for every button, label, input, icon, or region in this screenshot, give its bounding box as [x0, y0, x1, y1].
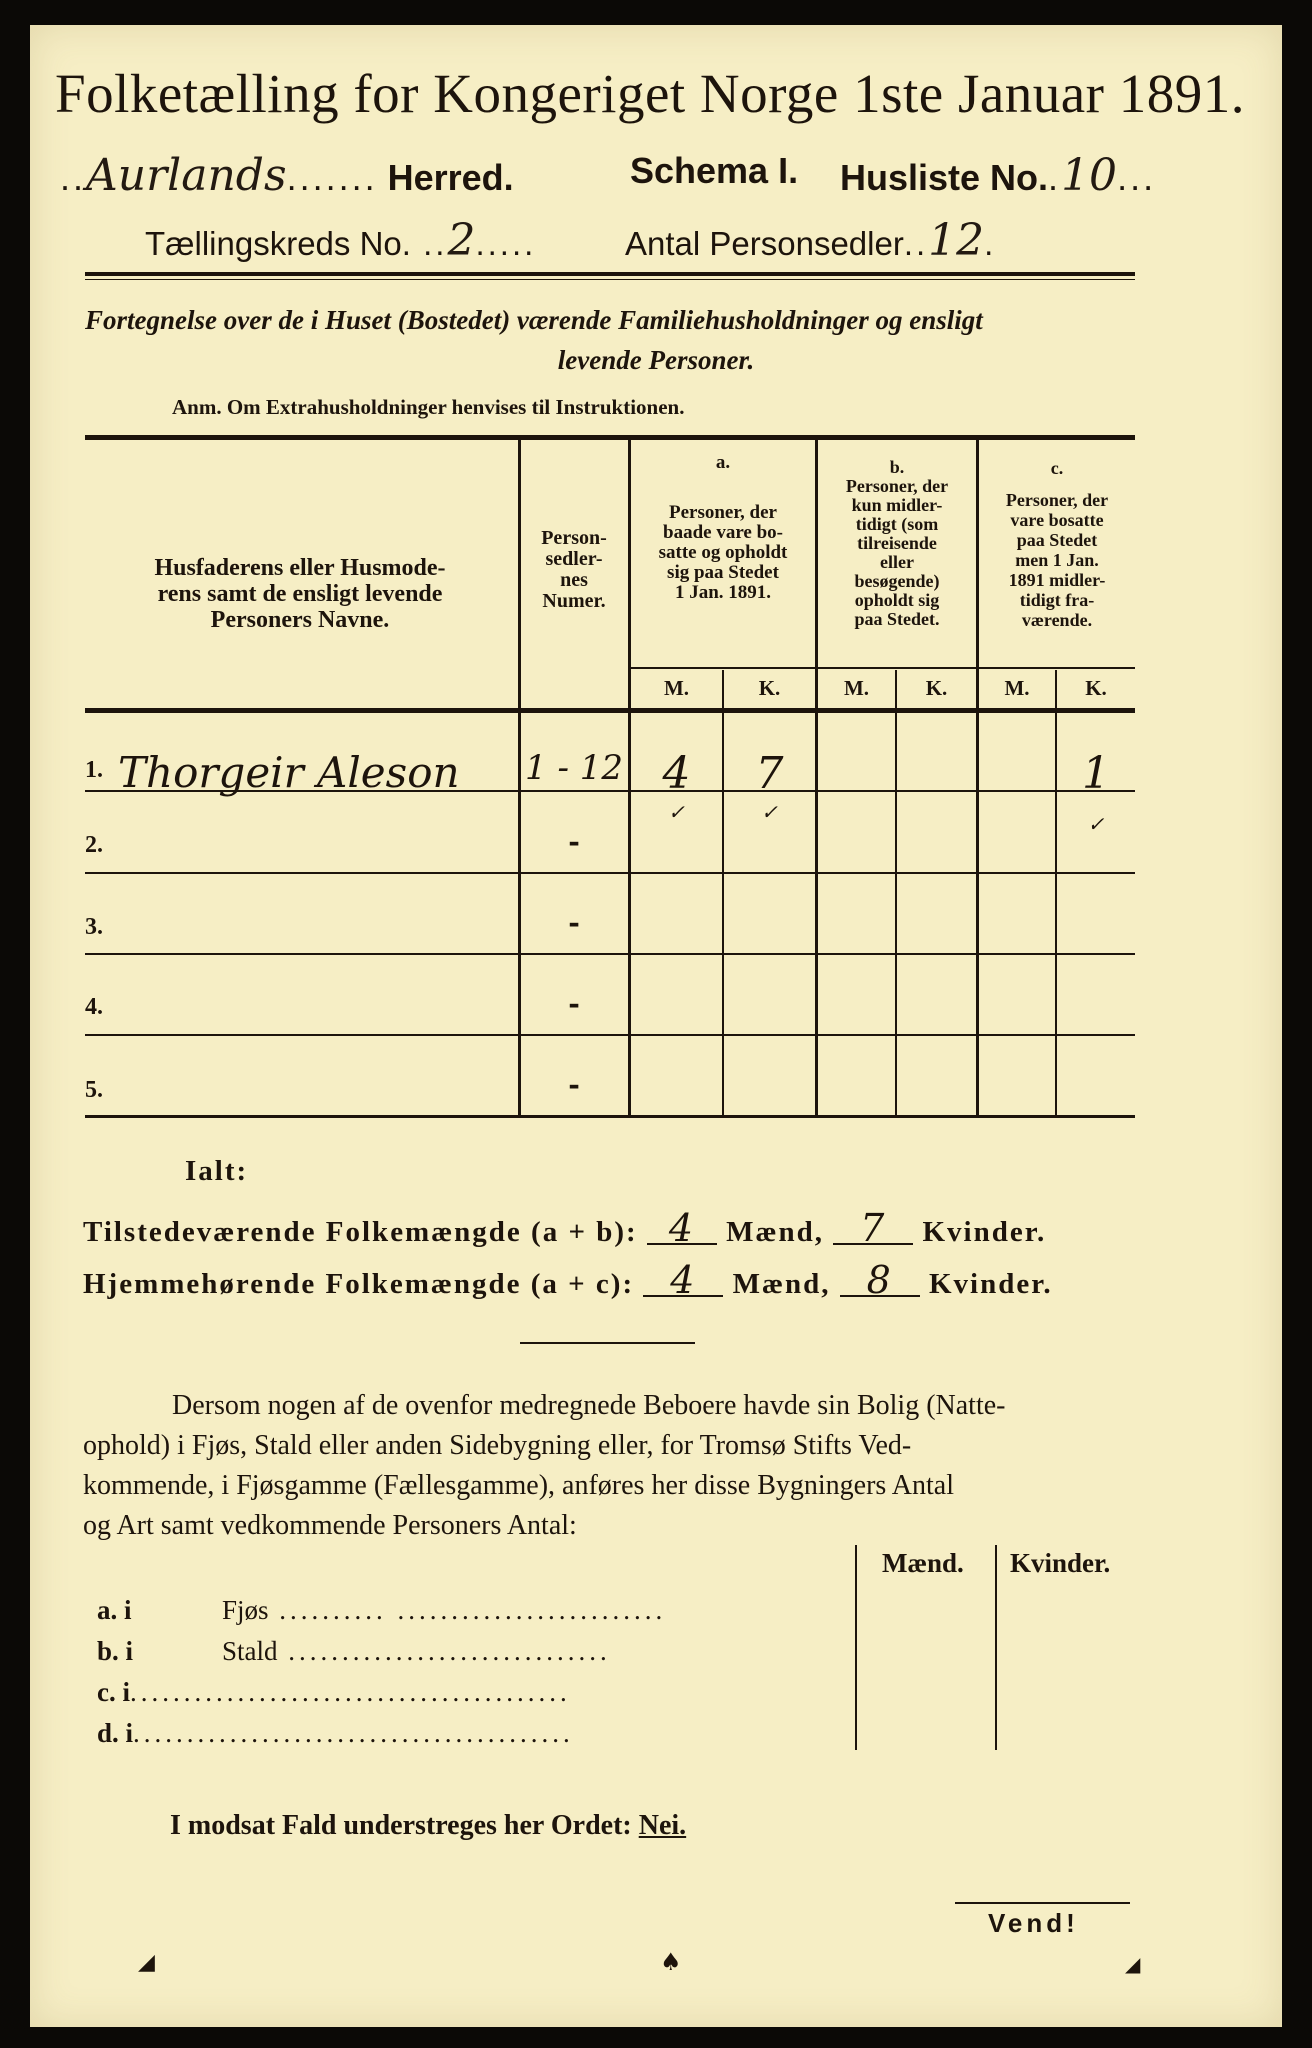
row-3-number: 3. — [85, 914, 103, 940]
paragraph-line-1: Dersom nogen af de ovenfor medregnede Beboere havde sin Bolig (Natte- — [172, 1390, 1006, 1421]
intro-line-2: levende Personer. — [557, 345, 755, 375]
row-5-numer: - — [568, 1068, 580, 1101]
vend-rule — [955, 1902, 1130, 1904]
intro-line-1: Fortegnelse over de i Huset (Bostedet) værende Familiehusholdninger og ensligt — [85, 305, 983, 335]
antal-field: Antal Personsedler..12. — [625, 215, 997, 266]
row-1-name: Thorgeir Aleson — [118, 748, 460, 797]
row-2-number: 2. — [85, 832, 103, 858]
anm-note: Anm. Om Extrahusholdninger henvises til Instruktionen. — [172, 395, 685, 419]
husliste-field: Husliste No..10... — [840, 150, 1157, 201]
total-line-2-k: 8 — [840, 1265, 920, 1297]
total-line-2-m: 4 — [643, 1265, 723, 1297]
col-divider-c-mk — [1055, 670, 1057, 1116]
form-title: Folketælling for Kongeriget Norge 1ste Januar 1891. — [55, 63, 1245, 124]
c-m-label: M. — [1004, 676, 1030, 700]
modsat-label: I modsat Fald understreges her Ordet: — [170, 1810, 632, 1841]
total-line-1-k: 7 — [833, 1213, 913, 1245]
row-3-numer: - — [568, 906, 580, 939]
husliste-label: Husliste No. — [840, 157, 1049, 198]
paragraph-line-2: ophold) i Fjøs, Stald eller anden Sidebygning eller, for Tromsø Stifts Ved- — [83, 1430, 912, 1461]
vend-label: Vend! — [988, 1908, 1079, 1938]
total-line-1-label: Tilstedeværende Folkemængde (a + b): — [83, 1216, 638, 1248]
header-rule — [85, 272, 1135, 276]
herred-field: ..Aurlands....... Herred. — [60, 150, 514, 201]
herred-label: Herred. — [387, 157, 514, 198]
building-row-a: a. i Fjøs .......... ......................... — [97, 1595, 667, 1625]
row-1-a-k: 7 — [755, 748, 784, 799]
modsat-fald-line — [170, 1810, 686, 1842]
row-rule-2 — [85, 872, 1135, 874]
row-2-c-k: ✓ — [1087, 812, 1105, 836]
row-1-numer: 1 - 12 — [525, 748, 623, 788]
kreds-label: Tællingskreds No. — [145, 225, 411, 262]
total-line-2-maend: Mænd, — [732, 1268, 831, 1300]
total-line-1-kvinder: Kvinder. — [922, 1216, 1047, 1248]
row-rule-4 — [85, 1034, 1135, 1036]
building-kvinder-header: Kvinder. — [1010, 1548, 1111, 1578]
row-2-a-k: ✓ — [761, 800, 778, 824]
building-row-d: d. i......................................... — [97, 1718, 574, 1748]
nei-word: Nei. — [638, 1810, 687, 1841]
row-2-numer: - — [568, 825, 580, 858]
building-row-c: c. i......................................... — [97, 1677, 571, 1707]
a-m-label: M. — [663, 676, 690, 700]
col-header-c: c. Personer, der vare bosatte paa Stedet men 1 Jan. 1891 midler- tidigt fra- værende. — [1005, 458, 1109, 630]
row-4-number: 4. — [85, 994, 103, 1020]
kreds-field: Tællingskreds No. ..2..... — [145, 215, 537, 266]
herred-value: Aurlands — [86, 150, 287, 201]
paragraph-line-3: kommende, i Fjøsgamme (Fællesgamme), anføres her disse Bygningers Antal — [83, 1470, 954, 1501]
col-header-a: a. Personer, der baade vare bo- satte og opholdt sig paa Stedet 1 Jan. 1891. — [658, 452, 788, 603]
print-mark-right: ◢ — [1125, 1952, 1141, 1976]
b-m-label: M. — [843, 676, 870, 700]
total-line-1 — [83, 1206, 1047, 1250]
print-mark-left: ◢ — [138, 1950, 155, 1975]
total-line-1-maend: Mænd, — [726, 1216, 824, 1248]
kreds-value: 2 — [447, 215, 476, 266]
husliste-value: 10 — [1061, 150, 1118, 201]
ialt-label: Ialt: — [185, 1155, 249, 1187]
row-2-a-m: ✓ — [668, 800, 685, 824]
total-line-2-label: Hjemmehørende Folkemængde (a + c): — [83, 1268, 635, 1300]
a-k-label: K. — [758, 676, 781, 700]
mk-header-rule — [630, 667, 1135, 669]
col-divider-b-mk — [895, 670, 897, 1116]
building-col-divider-2 — [995, 1545, 997, 1750]
header-rule-thin — [85, 279, 1135, 280]
total-line-2-kvinder: Kvinder. — [928, 1268, 1053, 1300]
row-rule-3 — [85, 953, 1135, 955]
section-divider — [520, 1342, 695, 1344]
row-1-number: 1. — [85, 757, 103, 783]
schema-label: Schema I. — [630, 150, 799, 191]
c-k-label: K. — [1085, 676, 1107, 700]
building-maend-header: Mænd. — [882, 1548, 964, 1578]
col-header-numer: Person- sedler- nes Numer. — [541, 527, 607, 612]
col-header-name: Husfaderens eller Husmode- rens samt de ensligt levende Personers Navne. — [154, 555, 446, 633]
row-4-numer: - — [568, 987, 580, 1020]
b-k-label: K. — [925, 676, 948, 700]
row-1-c-k: 1 — [1082, 748, 1110, 799]
row-1-a-m: 4 — [662, 748, 691, 799]
antal-label: Antal Personsedler — [625, 225, 904, 262]
total-line-1-m: 4 — [647, 1213, 717, 1245]
col-divider-a-mk — [722, 670, 724, 1116]
antal-value: 12 — [928, 215, 985, 266]
col-header-b: b. Personer, der kun midler- tidigt (som tilreisende eller besøgende) opholdt sig paa Stedet. — [845, 457, 949, 629]
total-line-2 — [83, 1258, 1053, 1302]
building-col-divider-1 — [855, 1545, 857, 1750]
building-row-b: b. i Stald .............................. — [97, 1636, 611, 1666]
paragraph-line-4: og Art samt vedkommende Personers Antal: — [83, 1510, 577, 1541]
print-mark-center: ♠ — [660, 1948, 682, 1976]
row-5-number: 5. — [85, 1077, 103, 1103]
